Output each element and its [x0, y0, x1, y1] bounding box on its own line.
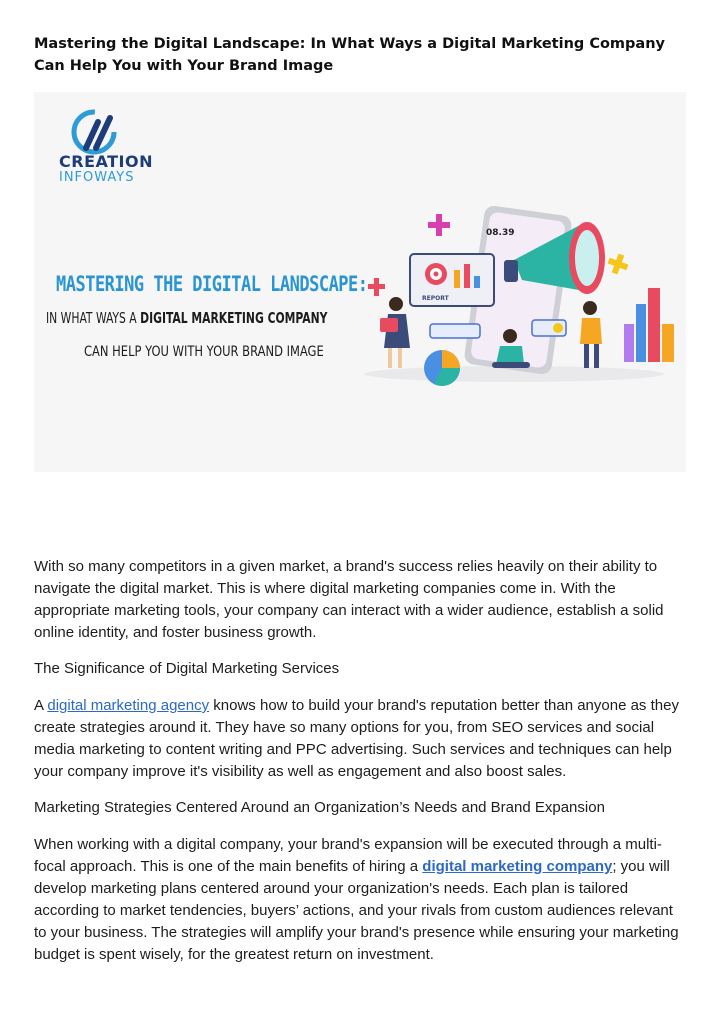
logo-wordmark-bottom: INFOWAYS	[59, 170, 135, 185]
hero-heading-line2-bold: DIGITAL MARKETING COMPANY	[140, 309, 328, 327]
hero-heading-line3: CAN HELP YOU WITH YOUR BRAND IMAGE	[84, 342, 324, 360]
digital-marketing-agency-link[interactable]: digital marketing agency	[47, 697, 210, 714]
bar-chart-icon	[624, 288, 674, 362]
pie-chart-icon	[424, 350, 460, 386]
person-right-icon	[580, 301, 602, 368]
logo-wordmark-top: CREATION	[59, 152, 153, 171]
digital-marketing-illustration	[34, 92, 686, 472]
strategies-paragraph-suffix: ; you will develop marketing plans centered around your organization's needs. Each plan is tailored according to market tendencies, buyers’ actions, and your rivals from custom audiences relevant to your business. The strategies will amplify your brand's presence while ensuring your marketing budget is spent wisely, for the greatest return on investment.	[34, 858, 679, 963]
section-heading-strategies: Marketing Strategies Centered Around an Organization’s Needs and Brand Expansion	[34, 799, 605, 816]
hero-heading-line1: MASTERING THE DIGITAL LANDSCAPE:	[56, 272, 368, 297]
digital-marketing-company-link[interactable]: digital marketing company	[422, 858, 613, 875]
strategies-paragraph	[34, 834, 686, 966]
person-left-icon	[380, 297, 410, 368]
plus-icon-2	[368, 278, 385, 296]
hero-banner-image	[34, 92, 686, 472]
strategies-paragraph-prefix: When working with a digital company, your brand's expansion will be executed through a multi-focal approach. This is one of the main benefits of hiring a	[34, 836, 662, 875]
intro-paragraph: With so many competitors in a given market, a brand's success relies heavily on their ability to navigate the digital market. This is where digital marketing companies come in. With the appropriate marketing tools, your company can interact with a wider audience, establish a solid online identity, and foster business growth.	[34, 558, 664, 641]
significance-paragraph-suffix: knows how to build your brand's reputation better than anyone as they create strategies around it. They have so many options for you, from SEO services and social media marketing to content writing and PPC advertising. Such services and techniques can help your company improve it's visibility as well as engagement and also boost sales.	[34, 697, 679, 780]
plus-icon-3	[605, 251, 631, 277]
phone-time: 08.39	[486, 228, 515, 238]
plus-icon	[428, 214, 450, 236]
significance-paragraph-prefix: A	[34, 697, 48, 714]
hero-heading-line2-prefix: IN WHAT WAYS A	[46, 309, 141, 327]
report-board-icon	[410, 254, 494, 306]
report-label: REPORT	[422, 295, 449, 302]
page-title: Mastering the Digital Landscape: In What Ways a Digital Marketing Company Can Help You with Your Brand Image	[34, 36, 665, 74]
significance-paragraph	[34, 695, 686, 783]
section-heading-significance: The Significance of Digital Marketing Services	[34, 660, 340, 677]
